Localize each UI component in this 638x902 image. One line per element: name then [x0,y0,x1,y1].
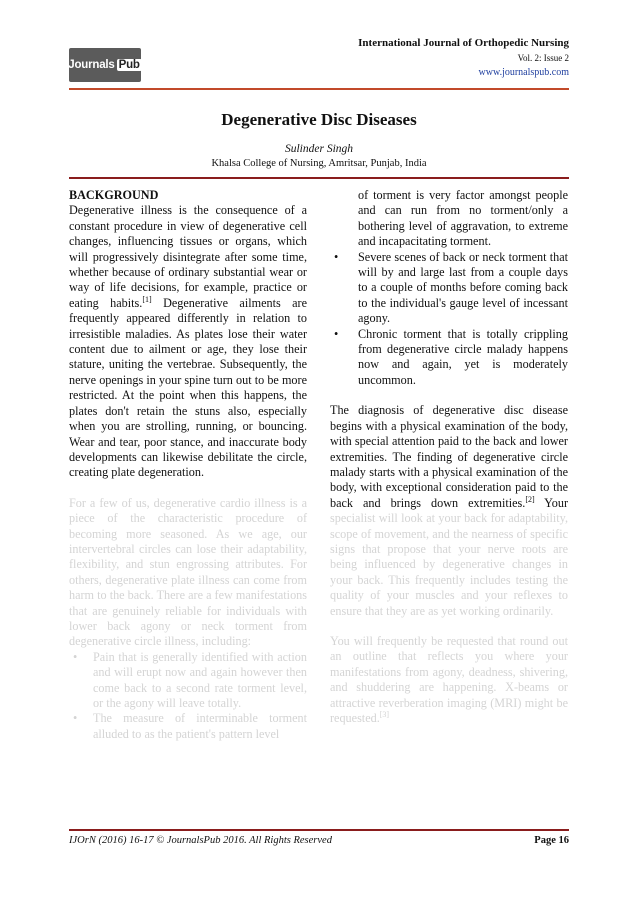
left-column [69,188,307,742]
list-item-text: The measure of interminable torment alluded to as the patient's pattern level [93,711,307,741]
bullet-icon: • [334,326,339,341]
list-item [330,250,568,327]
footer-citation: IJOrN (2016) 16-17 © JournalsPub 2016. All Rights Reserved [69,835,332,846]
right-column [330,188,568,726]
background-paragraph [69,203,307,480]
header-divider [69,88,569,90]
journal-volume: Vol. 2: Issue 2 [517,53,569,63]
journal-url-link[interactable]: www.journalspub.com [478,67,569,78]
journal-title: International Journal of Orthopedic Nursing [358,37,569,49]
section-heading-background: BACKGROUND [69,188,159,202]
journalspub-logo [69,48,141,82]
list-item [330,327,568,389]
diagnosis-faded-text: specialist will look at your back for adaptability, scope of movement, and the nearness of specific signs that propose that your nerve roots are being influenced by degenerative changes in your back. This frequently includes testing the quality of your muscles and your reflexes to ensure that they are as yet working ordinarily. [330,511,568,618]
title-divider [69,177,569,179]
citation-ref-3[interactable]: [3] [379,709,390,719]
symptom-bullet-list [330,188,568,388]
faded-paragraph-2 [330,634,568,726]
list-item-text: Severe scenes of back or neck torment that will by and large last from a couple days to a couple of months before coming back to the individual's gauge level of incessant agony. [358,249,568,326]
citation-ref-2[interactable]: [2] [525,494,535,504]
background-text-b: Degenerative ailments are frequently appeared differently in relation to irresistible maladies. As plates lose their water content due to ailment or age, they lose their stature, uniting the vertebrae. Subsequently, the nerve openings in your spine turn out to be more restricted. At the point when this happens, the plates don't retain the stuns also, especially when you are strolling, running, or bouncing. Wear and tear, poor stance, and inaccurate body developments can likewise debilitate the circle, creating plate degeneration. [69,295,307,480]
article-title: Degenerative Disc Diseases [221,110,417,129]
citation-ref-1[interactable]: [1] [142,294,152,304]
background-text-a: Degenerative illness is the consequence of a constant procedure in view of degenerative cell changes, influencing tissues or organs, which will progressively disintegrate after some time, whether because of ordinary substantial wear or way of life decisions, for example, practice or eating habits. [69,203,307,310]
faded-bullet-list [69,650,307,742]
list-item-continued [330,188,568,250]
footer-divider [69,829,569,831]
faded-text: You will frequently be requested that round out an outline that reflects you where your manifestations from agony, deadness, shivering, and shuddering are happening. X-beams or attractive reverberation imaging (MRI) might be requested. [330,633,568,725]
list-item [69,650,307,712]
diagnosis-text-b: Your [534,495,569,510]
list-item-text: Chronic torment that is totally crippling from degenerative circle malady happens now and again, yet is moderately uncommon. [358,326,568,387]
bullet-icon: • [73,711,78,726]
diagnosis-text-a: The diagnosis of degenerative disc disease begins with a physical examination of the body, with special attention paid to the back and lower extremities. The finding of degenerative circle malady starts with a physical examination of the body, with exceptional consideration paid to the back and brings down extremities. [330,403,568,510]
list-item-text: of torment is very factor amongst people and can run from no torment/only a bothering level of aggravation, to extreme and incapacitating torment. [358,188,568,249]
faded-paragraph: For a few of us, degenerative cardio illness is a piece of the characteristic procedure of becoming more seasoned. As we age, our intervertebral circles can lose their adaptability, flexibility, and stun engrossing attributes. For others, degenerative plate illness can come from harm to the back. There are a few manifestations that are genuinely reliable for individuals with lower back agony or neck torment from degenerative circle illness, including: [69,495,307,649]
bullet-icon: • [73,649,78,664]
author-affiliation: Khalsa College of Nursing, Amritsar, Punjab, India [211,158,427,169]
article-author: Sulinder Singh [284,143,354,155]
list-item-text: Pain that is generally identified with action and will erupt now and again however then come back to a second rate torment level, or the agony will leave totally. [93,649,307,710]
diagnosis-paragraph [330,403,568,619]
logo-text: Journals [68,59,115,71]
logo-suffix: Pub [118,59,140,71]
list-item [69,711,307,742]
bullet-icon: • [334,249,339,264]
page-number: Page 16 [534,835,569,846]
